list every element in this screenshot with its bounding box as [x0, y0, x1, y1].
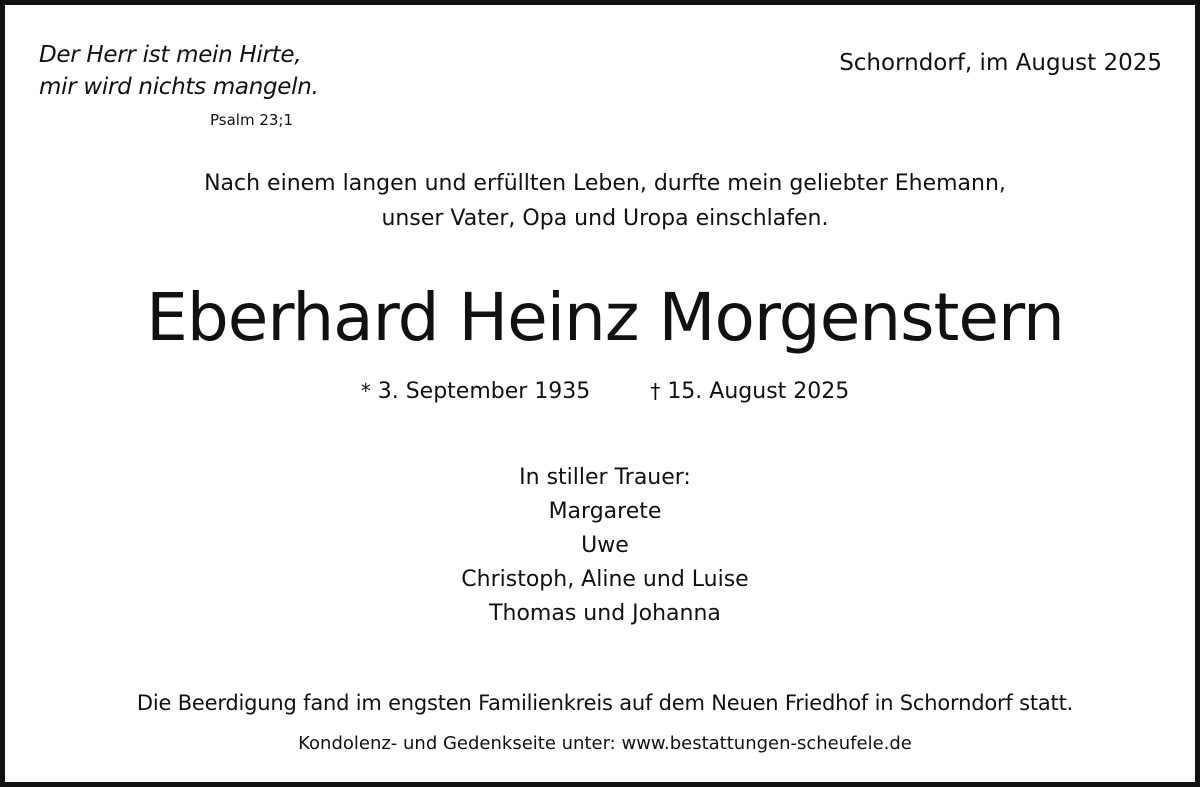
- mourners-heading: In stiller Trauer:: [519, 465, 691, 490]
- mourners-block: [5, 461, 1200, 631]
- birth-date: 3. September 1935: [377, 379, 591, 404]
- death-date: 15. August 2025: [667, 379, 850, 404]
- mourner-name: Christoph, Aline und Luise: [461, 567, 749, 592]
- funeral-note: Die Beerdigung fand im engsten Familienkreis auf dem Neuen Friedhof in Schorndorf statt.: [136, 691, 1074, 715]
- mourner-name: Thomas und Johanna: [489, 601, 721, 626]
- mourner-name: Margarete: [548, 499, 662, 524]
- psalm-line: mir wird nichts mangeln.: [39, 74, 319, 100]
- mourner-name: Uwe: [581, 533, 629, 558]
- birth-symbol: *: [360, 379, 371, 403]
- life-dates: [5, 375, 1200, 408]
- condolence-note: Kondolenz- und Gedenkseite unter: www.bestattungen-scheufele.de: [298, 733, 912, 754]
- place-date: Schorndorf, im August 2025: [839, 50, 1162, 76]
- psalm-line: Der Herr ist mein Hirte,: [39, 42, 302, 68]
- death-symbol: †: [650, 379, 661, 403]
- intro-text: [5, 166, 1200, 236]
- deceased-name: Eberhard Heinz Morgenstern: [146, 279, 1064, 356]
- psalm-quote: [39, 39, 329, 103]
- psalm-reference: Psalm 23;1: [210, 111, 294, 129]
- intro-line: Nach einem langen und erfüllten Leben, durfte mein geliebter Ehemann,: [204, 171, 1006, 196]
- intro-line: unser Vater, Opa und Uropa einschlafen.: [381, 206, 829, 231]
